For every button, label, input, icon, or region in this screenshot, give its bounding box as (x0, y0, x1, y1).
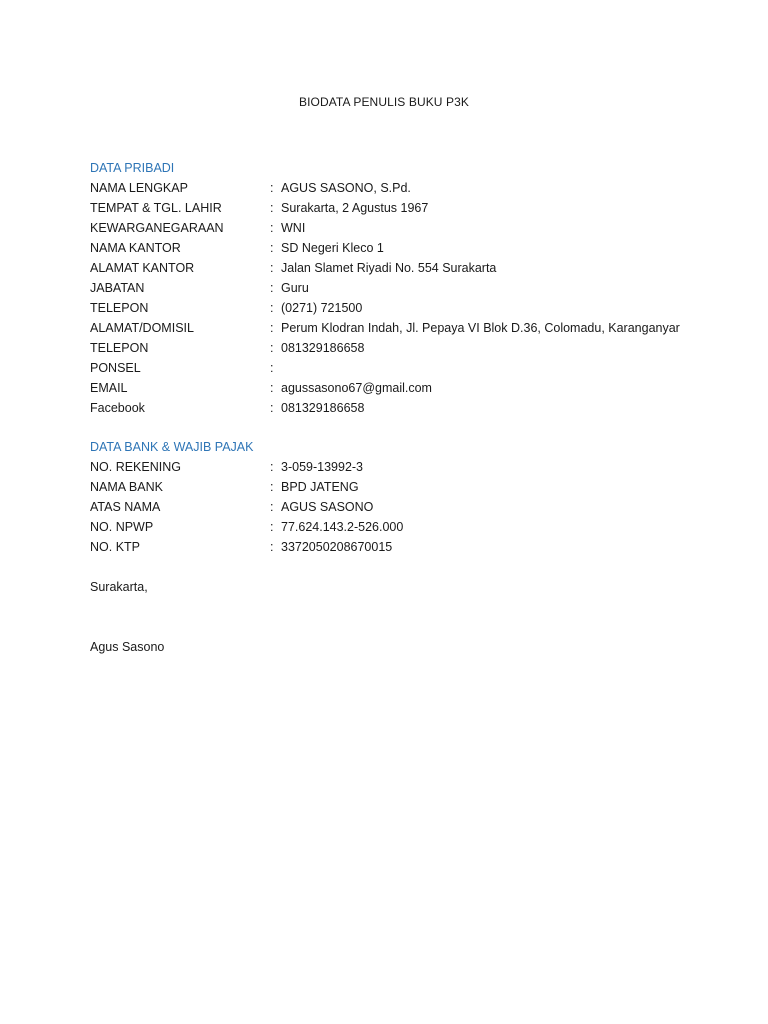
field-label: ALAMAT KANTOR (90, 261, 195, 275)
field-colon: : (270, 341, 274, 355)
field-colon: : (270, 520, 274, 534)
field-colon: : (270, 261, 274, 275)
field-value: 081329186658 (281, 401, 365, 415)
field-row-office-phone (90, 298, 730, 318)
field-label: EMAIL (90, 381, 128, 395)
field-value: SD Negeri Kleco 1 (281, 241, 384, 255)
field-label: NO. NPWP (90, 520, 154, 534)
field-label: NO. KTP (90, 540, 141, 554)
field-row-ktp (90, 537, 730, 557)
field-row-email (90, 378, 730, 398)
field-label: TELEPON (90, 341, 149, 355)
field-label: JABATAN (90, 281, 145, 295)
field-colon: : (270, 361, 274, 375)
field-value: WNI (281, 221, 306, 235)
field-colon: : (270, 401, 274, 415)
field-row-account-holder (90, 497, 730, 517)
field-row-npwp (90, 517, 730, 537)
field-value: 3-059-13992-3 (281, 460, 364, 474)
field-label: NAMA KANTOR (90, 241, 181, 255)
field-colon: : (270, 540, 274, 554)
field-value: AGUS SASONO, S.Pd. (281, 181, 411, 195)
field-value: agussasono67@gmail.com (281, 381, 432, 395)
field-value: 081329186658 (281, 341, 365, 355)
field-row-office-name (90, 238, 730, 258)
document-title: BIODATA PENULIS BUKU P3K (298, 95, 469, 109)
field-colon: : (270, 181, 274, 195)
field-value: 3372050208670015 (281, 540, 393, 554)
field-colon: : (270, 460, 274, 474)
field-value: Surakarta, 2 Agustus 1967 (281, 201, 429, 215)
personal-data-heading: DATA PRIBADI (90, 161, 175, 175)
field-value: BPD JATENG (281, 480, 359, 494)
field-row-position (90, 278, 730, 298)
field-colon: : (270, 500, 274, 514)
field-label: NAMA BANK (90, 480, 163, 494)
field-value: Perum Klodran Indah, Jl. Pepaya VI Blok D.36, Colomadu, Karanganyar (281, 321, 680, 335)
bank-tax-section (90, 437, 730, 557)
field-row-facebook (90, 398, 730, 418)
field-value: Guru (281, 281, 309, 295)
bank-tax-heading: DATA BANK & WAJIB PAJAK (90, 440, 254, 454)
closing-place: Surakarta, (90, 580, 148, 594)
field-colon: : (270, 281, 274, 295)
field-value: AGUS SASONO (281, 500, 374, 514)
field-label: TELEPON (90, 301, 149, 315)
field-row-office-address (90, 258, 730, 278)
personal-data-section (90, 158, 730, 418)
field-row-account-number (90, 457, 730, 477)
field-label: KEWARGANEGARAAN (90, 221, 224, 235)
field-colon: : (270, 221, 274, 235)
field-colon: : (270, 381, 274, 395)
field-label: ATAS NAMA (90, 500, 161, 514)
field-value (281, 358, 730, 378)
field-label: NAMA LENGKAP (90, 181, 188, 195)
field-row-home-phone (90, 338, 730, 358)
field-value: (0271) 721500 (281, 301, 363, 315)
field-colon: : (270, 241, 274, 255)
field-label: PONSEL (90, 361, 141, 375)
field-value: Jalan Slamet Riyadi No. 554 Surakarta (281, 261, 497, 275)
field-colon: : (270, 480, 274, 494)
field-row-full-name (90, 178, 730, 198)
field-colon: : (270, 201, 274, 215)
signatory-name: Agus Sasono (90, 640, 165, 654)
field-label: NO. REKENING (90, 460, 181, 474)
field-colon: : (270, 321, 274, 335)
field-colon: : (270, 301, 274, 315)
field-label: Facebook (90, 401, 145, 415)
field-row-bank-name (90, 477, 730, 497)
field-row-home-address (90, 318, 730, 338)
field-row-birth (90, 198, 730, 218)
field-row-mobile (90, 358, 730, 378)
field-label: ALAMAT/DOMISIL (90, 321, 194, 335)
field-label: TEMPAT & TGL. LAHIR (90, 201, 222, 215)
field-row-citizenship (90, 218, 730, 238)
field-value: 77.624.143.2-526.000 (281, 520, 404, 534)
